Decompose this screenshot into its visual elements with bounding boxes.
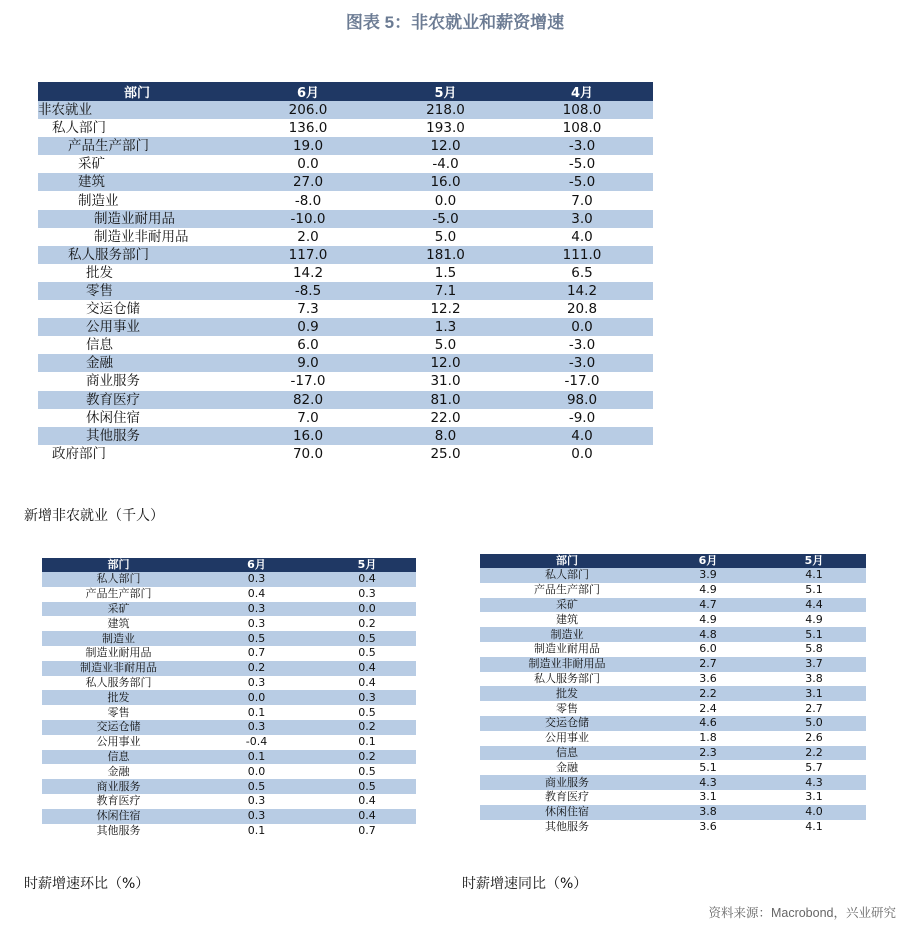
cell-value: 0.0 — [511, 318, 653, 336]
row-label: 交运仓储 — [86, 301, 140, 318]
cell-value: 0.1 — [195, 750, 318, 765]
cell-value: 98.0 — [511, 391, 653, 409]
cell-value: 7.0 — [571, 192, 593, 209]
cell-value: 0.0 — [571, 445, 593, 462]
cell-value: 2.7 — [654, 657, 762, 672]
table-row — [38, 282, 653, 300]
table-row — [42, 631, 416, 646]
cell-value: -3.0 — [511, 137, 653, 155]
cell-value: 31.0 — [430, 373, 461, 390]
cell-value: -0.4 — [245, 735, 268, 749]
cell-value: 3.9 — [654, 568, 762, 583]
table-row — [480, 701, 866, 716]
cell-value: 218.0 — [380, 101, 511, 119]
row-label: 私人服务部门 — [38, 246, 236, 264]
cell-value: -17.0 — [290, 373, 326, 390]
table-row — [480, 642, 866, 657]
cell-value: 19.0 — [236, 137, 380, 155]
cell-value: 4.0 — [762, 805, 866, 820]
row-label: 零售 — [556, 701, 578, 715]
cell-value: 14.2 — [511, 282, 653, 300]
row-label: 公用事业 — [545, 731, 589, 745]
cell-value: 0.3 — [195, 809, 318, 824]
table-row — [38, 137, 653, 155]
table-row — [480, 731, 866, 746]
cell-value: 7.3 — [297, 301, 319, 318]
cell-value: 6.0 — [699, 642, 717, 656]
cell-value: 0.1 — [247, 823, 266, 837]
row-label: 制造业 — [42, 631, 195, 646]
table-row — [480, 790, 866, 805]
table-row — [42, 572, 416, 587]
table-row — [480, 686, 866, 701]
table-row — [42, 824, 416, 839]
cell-value: 0.3 — [195, 720, 318, 735]
cell-value: 136.0 — [288, 120, 328, 137]
cell-value: 181.0 — [380, 246, 511, 264]
cell-value: 0.3 — [318, 690, 416, 705]
row-label: 批发 — [480, 686, 654, 701]
table-row — [42, 705, 416, 720]
table-row — [38, 409, 653, 427]
cell-value: 5.0 — [434, 228, 457, 245]
cell-value: 5.1 — [699, 760, 717, 774]
row-label: 教育医疗 — [96, 794, 141, 808]
cell-value: 0.5 — [195, 631, 318, 646]
cell-value: 0.3 — [247, 675, 266, 689]
table-row — [480, 746, 866, 761]
table-row — [38, 391, 653, 409]
row-label: 交运仓储 — [42, 720, 195, 735]
table-row — [480, 672, 866, 687]
cell-value: 4.8 — [654, 627, 762, 642]
row-label: 私人部门 — [52, 120, 106, 137]
row-label: 制造业 — [480, 627, 654, 642]
row-label: 制造业耐用品 — [534, 642, 600, 656]
cell-value: 22.0 — [430, 409, 461, 426]
cell-value: 70.0 — [292, 445, 324, 462]
cell-value: 2.2 — [654, 686, 762, 701]
cell-value: 117.0 — [236, 246, 380, 264]
table-row — [38, 336, 653, 354]
row-label: 采矿 — [78, 156, 105, 173]
table-row — [38, 101, 653, 119]
table-row — [38, 246, 653, 264]
caption-wage-yoy: 时薪增速同比（%） — [462, 876, 588, 892]
header-may: 5月 — [380, 82, 511, 101]
cell-value: 0.3 — [195, 602, 318, 617]
cell-value: -4.0 — [432, 156, 459, 173]
cell-value: 0.4 — [358, 675, 376, 689]
table-row — [38, 191, 653, 209]
cell-value: 4.9 — [699, 583, 717, 597]
cell-value: 81.0 — [380, 391, 511, 409]
table-row — [42, 616, 416, 631]
table-row — [42, 661, 416, 676]
cell-value: 4.1 — [762, 568, 866, 583]
row-label: 交运仓储 — [480, 716, 654, 731]
cell-value: 1.3 — [380, 318, 511, 336]
caption-wage-mom: 时薪增速环比（%） — [24, 876, 150, 892]
cell-value: -3.0 — [511, 354, 653, 372]
cell-value: 27.0 — [236, 173, 380, 191]
table-row — [42, 764, 416, 779]
cell-value: 7.1 — [380, 282, 511, 300]
cell-value: 0.5 — [358, 764, 376, 778]
cell-value: 25.0 — [430, 445, 461, 462]
cell-value: 0.0 — [195, 690, 318, 705]
table-row — [42, 794, 416, 809]
table-row — [38, 354, 653, 372]
header-department: 部门 — [42, 558, 195, 572]
row-label: 私人服务部门 — [534, 671, 600, 685]
row-label: 制造业非耐用品 — [94, 228, 189, 245]
cell-value: 14.2 — [292, 264, 324, 281]
row-label: 休闲住宿 — [480, 805, 654, 820]
header-june: 6月 — [195, 558, 318, 572]
cell-value: 5.0 — [762, 716, 866, 731]
cell-value: -8.5 — [236, 282, 380, 300]
table-row — [38, 318, 653, 336]
cell-value: -10.0 — [236, 210, 380, 228]
table-row — [480, 612, 866, 627]
cell-value: 4.3 — [654, 775, 762, 790]
hourly-wage-mom-table — [42, 558, 416, 838]
row-label: 私人服务部门 — [85, 675, 152, 689]
cell-value: 2.6 — [805, 731, 823, 745]
cell-value: 0.2 — [195, 661, 318, 676]
row-label: 建筑 — [107, 616, 130, 630]
row-label: 商业服务 — [480, 775, 654, 790]
cell-value: 0.7 — [358, 823, 376, 837]
cell-value: 12.0 — [380, 354, 511, 372]
cell-value: 4.4 — [762, 598, 866, 613]
cell-value: 108.0 — [562, 120, 602, 137]
header-june: 6月 — [236, 82, 380, 101]
row-label: 私人部门 — [42, 572, 195, 587]
cell-value: 2.4 — [699, 701, 717, 715]
table-row — [480, 657, 866, 672]
cell-value: 0.3 — [358, 587, 376, 601]
cell-value: 2.0 — [297, 228, 319, 245]
cell-value: 2.3 — [654, 746, 762, 761]
cell-value: 0.5 — [358, 705, 376, 719]
cell-value: -3.0 — [568, 337, 596, 354]
table-row — [38, 372, 653, 390]
cell-value: 0.4 — [318, 809, 416, 824]
cell-value: 1.8 — [699, 731, 717, 745]
cell-value: 0.3 — [247, 794, 266, 808]
table-row — [42, 809, 416, 824]
header-april: 4月 — [511, 82, 653, 101]
cell-value: 0.2 — [318, 750, 416, 765]
cell-value: -5.0 — [380, 210, 511, 228]
cell-value: 0.5 — [358, 646, 376, 660]
row-label: 其他服务 — [96, 823, 141, 837]
table-row — [42, 676, 416, 691]
row-label: 批发 — [42, 690, 195, 705]
cell-value: 7.0 — [297, 409, 319, 426]
cell-value: 3.8 — [654, 805, 762, 820]
row-label: 其他服务 — [545, 819, 589, 833]
source-note: 资料来源：Macrobond，兴业研究 — [708, 906, 896, 920]
cell-value: 5.8 — [805, 642, 823, 656]
table-row — [42, 735, 416, 750]
cell-value: 4.3 — [762, 775, 866, 790]
cell-value: -9.0 — [568, 409, 596, 426]
table-header-row — [38, 82, 653, 101]
row-label: 金融 — [38, 354, 236, 372]
table-row — [42, 750, 416, 765]
cell-value: 4.1 — [805, 819, 823, 833]
cell-value: 3.6 — [699, 819, 717, 833]
cell-value: 0.7 — [247, 646, 266, 660]
row-label: 产品生产部门 — [38, 137, 236, 155]
cell-value: 0.1 — [358, 735, 376, 749]
cell-value: 0.0 — [247, 764, 266, 778]
table-row — [38, 210, 653, 228]
row-label: 商业服务 — [42, 779, 195, 794]
table-row — [38, 445, 653, 463]
row-label: 零售 — [107, 705, 130, 719]
cell-value: 4.0 — [571, 228, 593, 245]
cell-value: 0.4 — [358, 794, 376, 808]
cell-value: 5.0 — [434, 337, 457, 354]
cell-value: 4.9 — [805, 612, 823, 626]
cell-value: 108.0 — [511, 101, 653, 119]
header-department: 部门 — [38, 82, 236, 101]
cell-value: 4.9 — [699, 612, 717, 626]
row-label: 产品生产部门 — [85, 587, 152, 601]
row-label: 产品生产部门 — [534, 583, 600, 597]
row-label: 制造业耐用品 — [85, 646, 152, 660]
table-row — [38, 155, 653, 173]
cell-value: 0.1 — [247, 705, 266, 719]
table-row — [38, 173, 653, 191]
header-may: 5月 — [762, 554, 866, 568]
table-row — [42, 779, 416, 794]
cell-value: 0.3 — [247, 616, 266, 630]
header-department: 部门 — [480, 554, 654, 568]
cell-value: 4.0 — [511, 427, 653, 445]
nonfarm-payroll-table — [38, 82, 653, 463]
cell-value: 0.0 — [297, 156, 319, 173]
row-label: 公用事业 — [96, 735, 141, 749]
row-label: 建筑 — [556, 612, 578, 626]
row-label: 制造业非耐用品 — [480, 657, 654, 672]
row-label: 政府部门 — [52, 445, 106, 462]
table-row — [38, 427, 653, 445]
cell-value: 5.1 — [762, 627, 866, 642]
row-label: 休闲住宿 — [42, 809, 195, 824]
table-row — [480, 583, 866, 598]
cell-value: 193.0 — [426, 120, 465, 137]
cell-value: 0.9 — [236, 318, 380, 336]
table-row — [480, 805, 866, 820]
cell-value: 0.5 — [318, 631, 416, 646]
cell-value: 0.2 — [358, 616, 376, 630]
row-label: 商业服务 — [86, 373, 140, 390]
cell-value: 16.0 — [236, 427, 380, 445]
cell-value: 3.1 — [762, 686, 866, 701]
cell-value: 3.1 — [699, 790, 717, 804]
cell-value: 2.2 — [762, 746, 866, 761]
cell-value: 0.3 — [195, 572, 318, 587]
row-label: 休闲住宿 — [86, 409, 140, 426]
row-label: 其他服务 — [38, 427, 236, 445]
row-label: 制造业耐用品 — [38, 210, 236, 228]
cell-value: -5.0 — [511, 173, 653, 191]
row-label: 信息 — [86, 337, 113, 354]
table-row — [42, 646, 416, 661]
row-label: 教育医疗 — [38, 391, 236, 409]
table-row — [38, 264, 653, 282]
row-label: 信息 — [42, 750, 195, 765]
hourly-wage-yoy-table — [480, 554, 866, 834]
row-label: 非农就业 — [38, 101, 236, 119]
cell-value: -17.0 — [564, 373, 600, 390]
cell-value: 0.2 — [318, 720, 416, 735]
cell-value: -8.0 — [294, 192, 322, 209]
cell-value: 206.0 — [236, 101, 380, 119]
row-label: 批发 — [86, 264, 113, 281]
cell-value: 5.1 — [805, 583, 823, 597]
row-label: 采矿 — [42, 602, 195, 617]
table-header-row — [42, 558, 416, 572]
cell-value: 9.0 — [236, 354, 380, 372]
table-row — [38, 300, 653, 318]
cell-value: 6.0 — [297, 337, 319, 354]
row-label: 私人部门 — [480, 568, 654, 583]
cell-value: 4.6 — [654, 716, 762, 731]
cell-value: 0.4 — [247, 587, 266, 601]
table-row — [42, 690, 416, 705]
table-row — [480, 775, 866, 790]
cell-value: 82.0 — [236, 391, 380, 409]
table-row — [38, 119, 653, 137]
header-may: 5月 — [318, 558, 416, 572]
cell-value: 0.5 — [195, 779, 318, 794]
row-label: 采矿 — [480, 598, 654, 613]
table-row — [42, 587, 416, 602]
table-row — [480, 820, 866, 835]
row-label: 教育医疗 — [545, 790, 589, 804]
row-label: 公用事业 — [38, 318, 236, 336]
table-row — [480, 568, 866, 583]
cell-value: 0.5 — [318, 779, 416, 794]
cell-value: 3.7 — [762, 657, 866, 672]
table-row — [480, 598, 866, 613]
cell-value: 3.0 — [511, 210, 653, 228]
cell-value: 12.2 — [430, 301, 461, 318]
figure-title: 图表 5：非农就业和薪资增速 — [345, 13, 565, 32]
table-header-row — [480, 554, 866, 568]
header-june: 6月 — [654, 554, 762, 568]
cell-value: 3.6 — [699, 671, 717, 685]
cell-value: 111.0 — [511, 246, 653, 264]
cell-value: 20.8 — [566, 301, 598, 318]
cell-value: 16.0 — [380, 173, 511, 191]
cell-value: 3.1 — [805, 790, 823, 804]
cell-value: 0.0 — [318, 602, 416, 617]
cell-value: 0.0 — [434, 192, 457, 209]
cell-value: 12.0 — [380, 137, 511, 155]
row-label: 信息 — [480, 746, 654, 761]
table-row — [42, 602, 416, 617]
cell-value: -5.0 — [568, 156, 596, 173]
cell-value: 1.5 — [434, 264, 457, 281]
caption-nonfarm-payrolls: 新增非农就业（千人） — [24, 508, 164, 524]
table-row — [480, 716, 866, 731]
table-row — [480, 760, 866, 775]
row-label: 制造业 — [78, 192, 119, 209]
cell-value: 8.0 — [380, 427, 511, 445]
row-label: 金融 — [556, 760, 578, 774]
row-label: 零售 — [38, 282, 236, 300]
cell-value: 3.8 — [805, 671, 823, 685]
cell-value: 5.7 — [805, 760, 823, 774]
cell-value: 2.7 — [805, 701, 823, 715]
table-row — [480, 627, 866, 642]
cell-value: 0.4 — [318, 572, 416, 587]
row-label: 制造业非耐用品 — [42, 661, 195, 676]
cell-value: 4.7 — [654, 598, 762, 613]
row-label: 金融 — [107, 764, 130, 778]
cell-value: 0.4 — [318, 661, 416, 676]
cell-value: 6.5 — [571, 264, 593, 281]
table-row — [42, 720, 416, 735]
table-row — [38, 228, 653, 246]
row-label: 建筑 — [38, 173, 236, 191]
